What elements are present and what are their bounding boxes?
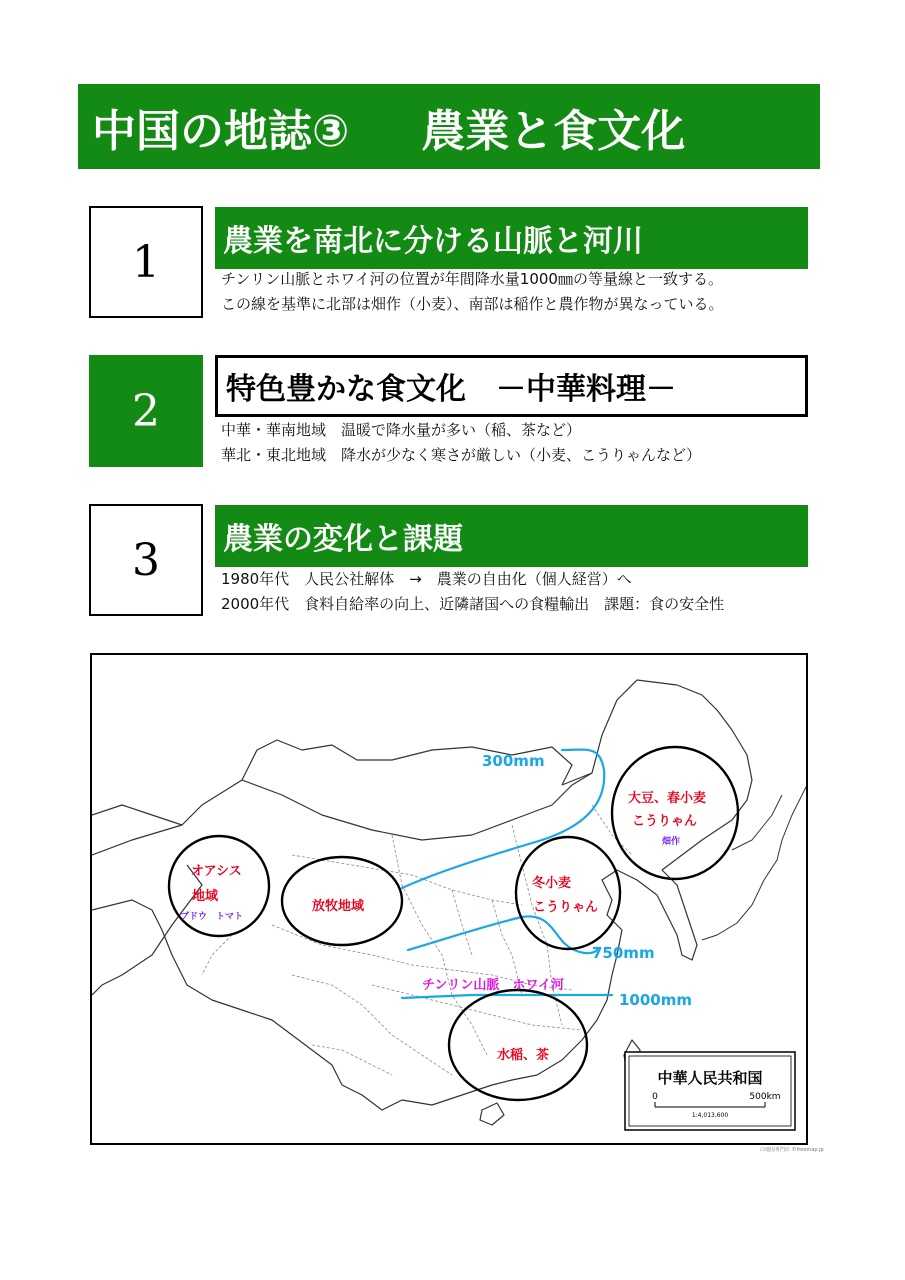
legend-scale-end: 500km xyxy=(749,1092,781,1102)
northeast-label-1: 大豆、春小麦 xyxy=(628,791,707,806)
legend-title: 中華人民共和国 xyxy=(657,1069,763,1087)
section-1-line-1: チンリン山脈とホワイ河の位置が年間降水量1000㎜の等量線と一致する。 xyxy=(221,270,723,288)
section-1-heading: 農業を南北に分ける山脈と河川 xyxy=(215,207,808,269)
label-300mm: 300mm xyxy=(482,752,545,770)
section-1-text xyxy=(221,267,821,317)
isohyet-300mm xyxy=(402,750,604,888)
section-2-text xyxy=(221,418,821,468)
oasis-label-1: オアシス xyxy=(191,864,242,879)
label-750mm: 750mm xyxy=(592,944,655,962)
legend-scale-start: 0 xyxy=(652,1092,658,1102)
northeast-circle xyxy=(612,747,738,879)
northchina-label-2: こうりゃん xyxy=(533,900,599,915)
northeast-sub-label: 畑作 xyxy=(662,837,681,847)
province-borders xyxy=(202,805,632,1075)
isohyet-750mm xyxy=(408,916,597,953)
map-credit: 白地図専門店 ©freemap.jp xyxy=(760,1147,824,1153)
section-2-heading: 特色豊かな食文化 －中華料理－ xyxy=(215,355,808,417)
section-2-line-1: 中華・華南地域 温暖で降水量が多い（稲、茶など） xyxy=(221,421,582,439)
section-1-number: 1 xyxy=(89,206,203,318)
divide-label: チンリン山脈 ホワイ河 xyxy=(422,978,564,993)
northeast-label-2: こうりゃん xyxy=(632,814,698,829)
section-3-number: 3 xyxy=(89,504,203,616)
legend-ratio: 1:4,013,600 xyxy=(691,1112,729,1119)
northchina-label-1: 冬小麦 xyxy=(532,876,572,891)
section-2-number: 2 xyxy=(89,355,203,467)
region-labels xyxy=(180,790,706,1063)
oasis-label-2: 地域 xyxy=(192,889,219,904)
section-2-line-2: 華北・東北地域 降水が少なく寒さが厳しい（小麦、こうりゃんなど） xyxy=(221,446,702,464)
oasis-crops: ブドウ トマト xyxy=(180,912,244,922)
page-title-main: 中国の地誌③ xyxy=(92,105,350,157)
isohyet-1000mm xyxy=(402,995,612,998)
south-circle xyxy=(449,990,587,1100)
northchina-circle xyxy=(516,837,620,949)
south-label: 水稲、茶 xyxy=(497,1048,550,1063)
isohyet-lines xyxy=(402,750,612,998)
section-3-line-1: 1980年代 人民公社解体 → 農業の自由化（個人経営）へ xyxy=(221,570,632,588)
section-3-text xyxy=(221,567,821,617)
china-agriculture-map xyxy=(90,653,808,1145)
section-3-line-2: 2000年代 食料自給率の向上、近隣諸国への食糧輸出 課題：食の安全性 xyxy=(221,595,725,613)
section-3-heading: 農業の変化と課題 xyxy=(215,505,808,567)
map-legend xyxy=(625,1052,795,1130)
section-1-line-2: この線を基準に北部は畑作（小麦）、南部は稲作と農作物が異なっている。 xyxy=(221,295,724,313)
pastoral-label: 放牧地域 xyxy=(312,899,365,914)
label-1000mm: 1000mm xyxy=(619,991,693,1009)
page-title-sub: 農業と食文化 xyxy=(421,105,686,157)
page-title-bar xyxy=(78,84,820,169)
